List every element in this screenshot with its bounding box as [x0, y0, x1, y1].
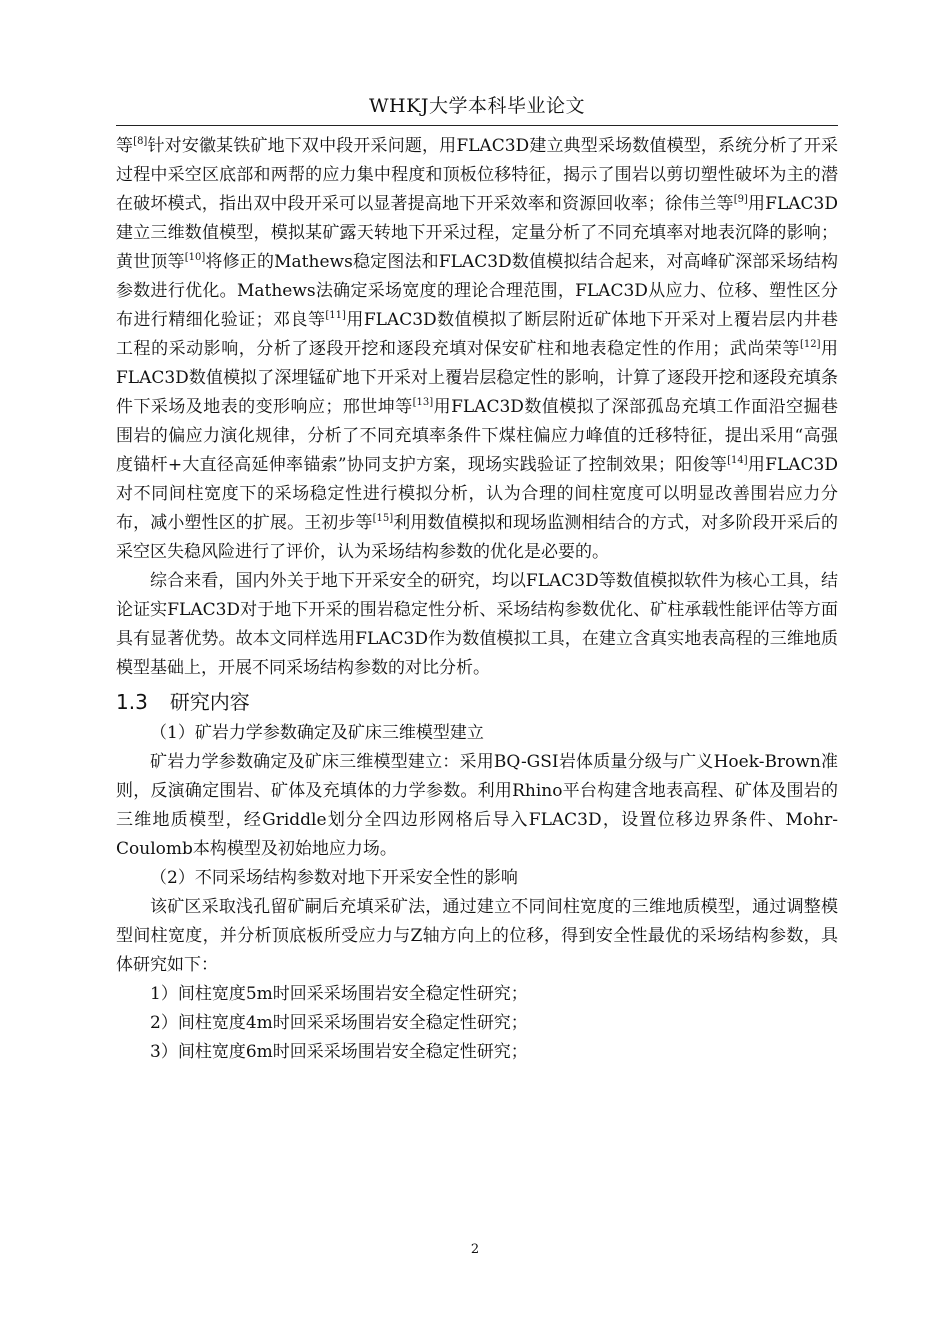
- paragraph-text: 利用数值模拟和现场监测相结合的方式，对多阶段开采后的采空区失稳风险进行了评价，认为采场结构参数的优化是必要的。: [116, 513, 839, 562]
- paragraph-text: 用FLAC3D建立三维数值模型，模拟某矿露天转地下开采过程，定量分析了不同充填率对地表沉降的影响；黄世顶等: [116, 194, 838, 272]
- subsection-1-title: （1）矿岩力学参数确定及矿床三维模型建立: [150, 723, 484, 743]
- paragraph-text: 用FLAC3D数值模拟了断层附近矿体地下开采对上覆岩层内井巷工程的采动影响，分析了逐段开挖和逐段充填对保安矿柱和地表稳定性的作用；武尚荣等: [116, 310, 838, 359]
- citation-marker: [13]: [412, 397, 434, 408]
- citation-marker: [12]: [799, 339, 821, 350]
- subsection-2-body: 该矿区采取浅孔留矿嗣后充填采矿法，通过建立不同间柱宽度的三维地质模型，通过调整模型间柱宽度，并分析顶底板所受应力与Z轴方向上的位移，得到安全性最优的采场结构参数，具体研究如下：: [116, 897, 838, 975]
- paragraph-text: 用FLAC3D数值模拟了深部孤岛充填工作面沿空掘巷围岩的偏应力演化规律，分析了不同充填率条件下煤柱偏应力峰值的迁移特征，提出采用“高强度锚杆+大直径高延伸率锚索”协同支护方案，现场实践验证了控制效果；阳俊等: [116, 397, 838, 475]
- citation-marker: [15]: [372, 513, 394, 524]
- summary-paragraph: 综合来看，国内外关于地下开采安全的研究，均以FLAC3D等数值模拟软件为核心工具，结论证实FLAC3D对于地下开采的围岩稳定性分析、采场结构参数优化、矿柱承载性能评估等方面具有显著优势。故本文同样选用FLAC3D作为数值模拟工具，在建立含真实地表高程的三维地质模型基础上，开展不同采场结构参数的对比分析。: [116, 571, 838, 678]
- page-number: 2: [470, 1242, 480, 1257]
- citation-marker: [11]: [325, 310, 346, 321]
- citation-marker: [9]: [733, 194, 748, 205]
- literature-review-paragraph: [116, 132, 838, 567]
- list-item: 1）间柱宽度5m时回采采场围岩安全稳定性研究；: [150, 984, 528, 1004]
- list-item: 2）间柱宽度4m时回采采场围岩安全稳定性研究；: [150, 1013, 528, 1033]
- subsection-1-body: 矿岩力学参数确定及矿床三维模型建立：采用BQ-GSI岩体质量分级与广义Hoek-Brown准则，反演确定围岩、矿体及充填体的力学参数。利用Rhino平台构建含地表高程、矿体及围岩的三维地质模型，经Griddle划分全四边形网格后导入FLAC3D，设置位移边界条件、Mohr-Coulomb本构模型及初始地应力场。: [116, 752, 838, 859]
- header-rule: [116, 125, 838, 126]
- paragraph-text: 用FLAC3D数值模拟了深埋锰矿地下开采对上覆岩层稳定性的影响，计算了逐段开挖和逐段充填条件下采场及地表的变形响应；邢世坤等: [116, 339, 839, 417]
- citation-marker: [8]: [133, 136, 148, 147]
- page-body: [116, 132, 838, 1067]
- section-title: 研究内容: [169, 690, 250, 714]
- section-number: 1.3: [116, 690, 148, 714]
- section-heading: [116, 685, 838, 719]
- paragraph-text: 用FLAC3D对不同间柱宽度下的采场稳定性进行模拟分析，认为合理的间柱宽度可以明显改善围岩应力分布，减小塑性区的扩展。王初步等: [116, 455, 838, 533]
- header-title: WHKJ大学本科毕业论文: [369, 95, 585, 117]
- subsection-2-title: （2）不同采场结构参数对地下开采安全性的影响: [150, 868, 518, 888]
- citation-marker: [14]: [727, 455, 748, 466]
- paragraph-text: 将修正的Mathews稳定图法和FLAC3D数值模拟结合起来，对高峰矿深部采场结构参数进行优化。Mathews法确定采场宽度的理论合理范围，FLAC3D从应力、位移、塑性区分布进行精细化验证；邓良等: [116, 252, 839, 330]
- page-header: [116, 92, 838, 126]
- citation-marker: [10]: [184, 252, 206, 263]
- paragraph-text: 针对安徽某铁矿地下双中段开采问题，用FLAC3D建立典型采场数值模型，系统分析了开采过程中采空区底部和两帮的应力集中程度和顶板位移特征，揭示了围岩以剪切塑性破坏为主的潜在破坏模式，指出双中段开采可以显著提高地下开采效率和资源回收率；徐伟兰等: [116, 136, 838, 214]
- paragraph-text: 等: [116, 136, 134, 156]
- list-item: 3）间柱宽度6m时回采采场围岩安全稳定性研究；: [150, 1042, 528, 1062]
